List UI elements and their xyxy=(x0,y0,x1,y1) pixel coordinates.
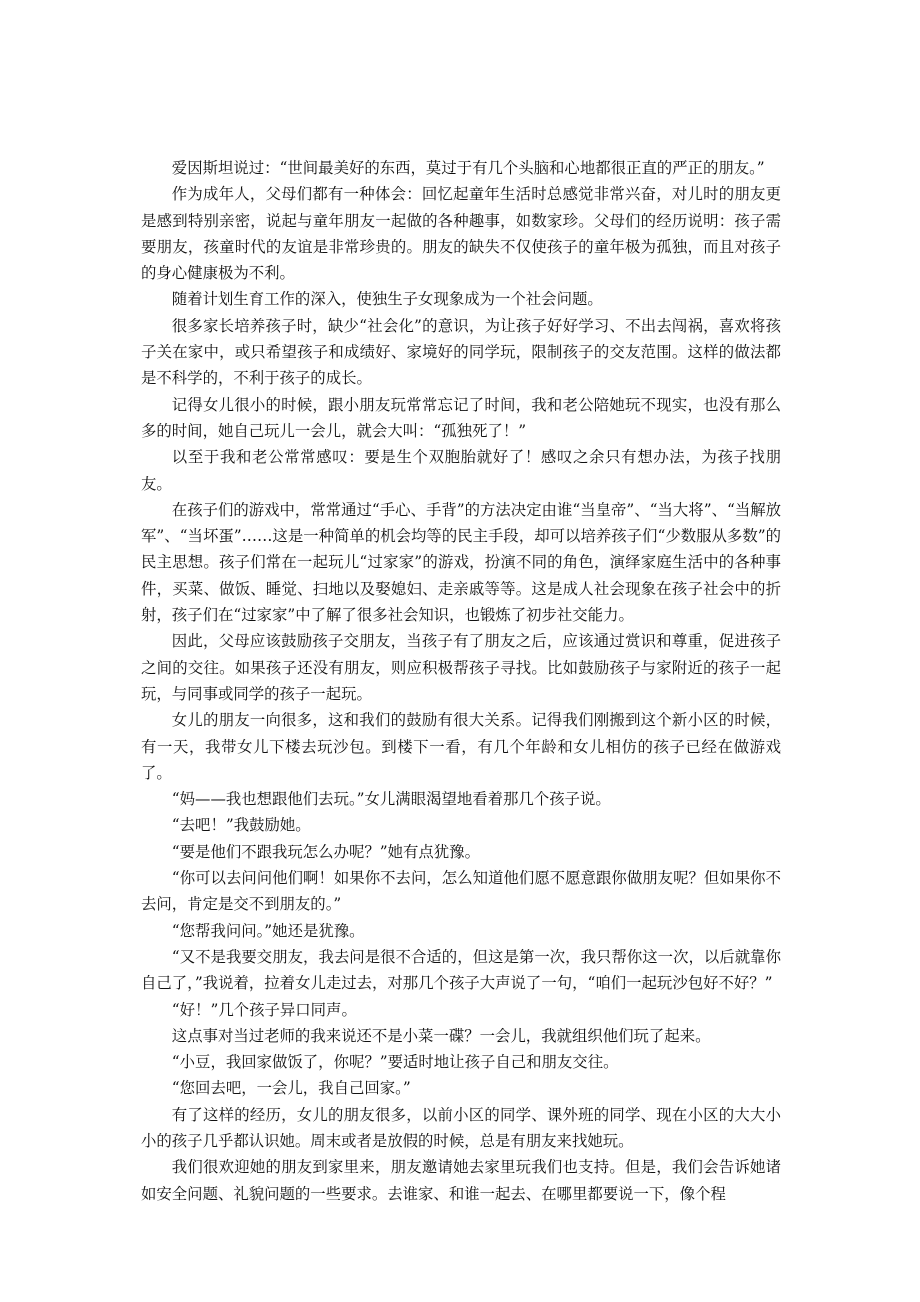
paragraph-21: 我们很欢迎她的朋友到家里来，朋友邀请她去家里玩我们也支持。但是，我们会告诉她诸如安全问题、礼貌问题的一些要求。去谁家、和谁一起去、在哪里都要说一下，像个程 xyxy=(141,1158,781,1203)
paragraph-2: 作为成年人，父母们都有一种体会：回忆起童年生活时总感觉非常兴奋，对儿时的朋友更是感到特别亲密，说起与童年朋友一起做的各种趣事，如数家珍。父母们的经历说明：孩子需要朋友，孩童时代的友谊是非常珍贵的。朋友的缺失不仅使孩子的童年极为孤独，而且对孩子的身心健康极为不利。 xyxy=(141,185,781,283)
paragraph-12: “要是他们不跟我玩怎么办呢？”她有点犹豫。 xyxy=(171,842,480,861)
paragraph-4: 很多家长培养孩子时，缺少“社会化”的意识，为让孩子好好学习、不出去闯祸，喜欢将孩子关在家中，或只希望孩子和成绩好、家境好的同学玩，限制孩子的交友范围。这样的做法都是不科学的，不利于孩子的成长。 xyxy=(141,316,781,388)
paragraph-19: “您回去吧，一会儿，我自己回家。” xyxy=(171,1079,411,1098)
paragraph-15: “又不是我要交朋友，我去问是很不合适的，但这是第一次，我只帮你这一次，以后就靠你自己了，”我说着，拉着女儿走过去，对那几个孩子大声说了一句，“咱们一起玩沙包好不好？” xyxy=(141,947,781,993)
paragraph-7: 在孩子们的游戏中，常常通过“手心、手背”的方法决定由谁“当皇帝”、“当大将”、“当解放军”、“当坏蛋”……这是一种简单的机会均等的民主手段，却可以培养孩子们“少数服从多数”的民主思想。孩子们常在一起玩儿“过家家”的游戏，扮演不同的角色，演绎家庭生活中的各种事件，买菜、做饭、睡觉、扫地以及娶媳妇、走亲戚等等。这是成人社会现象在孩子社会中的折射，孩子们在“过家家”中了解了很多社会知识，也锻炼了初步社交能力。 xyxy=(141,500,781,625)
paragraph-20: 有了这样的经历，女儿的朋友很多，以前小区的同学、课外班的同学、现在小区的大大小小的孩子几乎都认识她。周末或者是放假的时候，总是有朋友来找她玩。 xyxy=(141,1105,781,1150)
paragraph-18: “小豆，我回家做饭了，你呢？”要适时地让孩子自己和朋友交往。 xyxy=(171,1053,619,1072)
paragraph-6: 以至于我和老公常常感叹：要是生个双胞胎就好了！感叹之余只有想办法，为孩子找朋友。 xyxy=(141,448,781,493)
paragraph-14: “您帮我问问。”她还是犹豫。 xyxy=(171,921,365,940)
paragraph-10: “妈——我也想跟他们去玩。”女儿满眼渴望地看着那几个孩子说。 xyxy=(171,790,611,809)
paragraph-8: 因此，父母应该鼓励孩子交朋友，当孩子有了朋友之后，应该通过赏识和尊重，促进孩子之间的交往。如果孩子还没有朋友，则应积极帮孩子寻找。比如鼓励孩子与家附近的孩子一起玩，与同事或同学的孩子一起玩。 xyxy=(141,632,781,703)
paragraph-9: 女儿的朋友一向很多，这和我们的鼓励有很大关系。记得我们刚搬到这个新小区的时候，有一天，我带女儿下楼去玩沙包。到楼下一看，有几个年龄和女儿相仿的孩子已经在做游戏了。 xyxy=(141,711,781,782)
document-body xyxy=(141,155,781,1207)
paragraph-3: 随着计划生育工作的深入，使独生子女现象成为一个社会问题。 xyxy=(171,290,603,309)
paragraph-11: “去吧！”我鼓励她。 xyxy=(171,816,311,835)
paragraph-17: 这点事对当过老师的我来说还不是小菜一碟？一会儿，我就组织他们玩了起来。 xyxy=(171,1026,711,1045)
paragraph-13: “你可以去问问他们啊！如果你不去问，怎么知道他们愿不愿意跟你做朋友呢？但如果你不去问，肯定是交不到朋友的。” xyxy=(141,869,781,914)
paragraph-1: 爱因斯坦说过：“世间最美好的东西，莫过于有几个头脑和心地都很正直的严正的朋友。” xyxy=(171,159,765,177)
paragraph-5: 记得女儿很小的时候，跟小朋友玩常常忘记了时间，我和老公陪她玩不现实，也没有那么多的时间，她自己玩儿一会儿，就会大叫：“孤独死了！” xyxy=(141,395,781,440)
paragraph-16: “好！”几个孩子异口同声。 xyxy=(171,1000,357,1019)
